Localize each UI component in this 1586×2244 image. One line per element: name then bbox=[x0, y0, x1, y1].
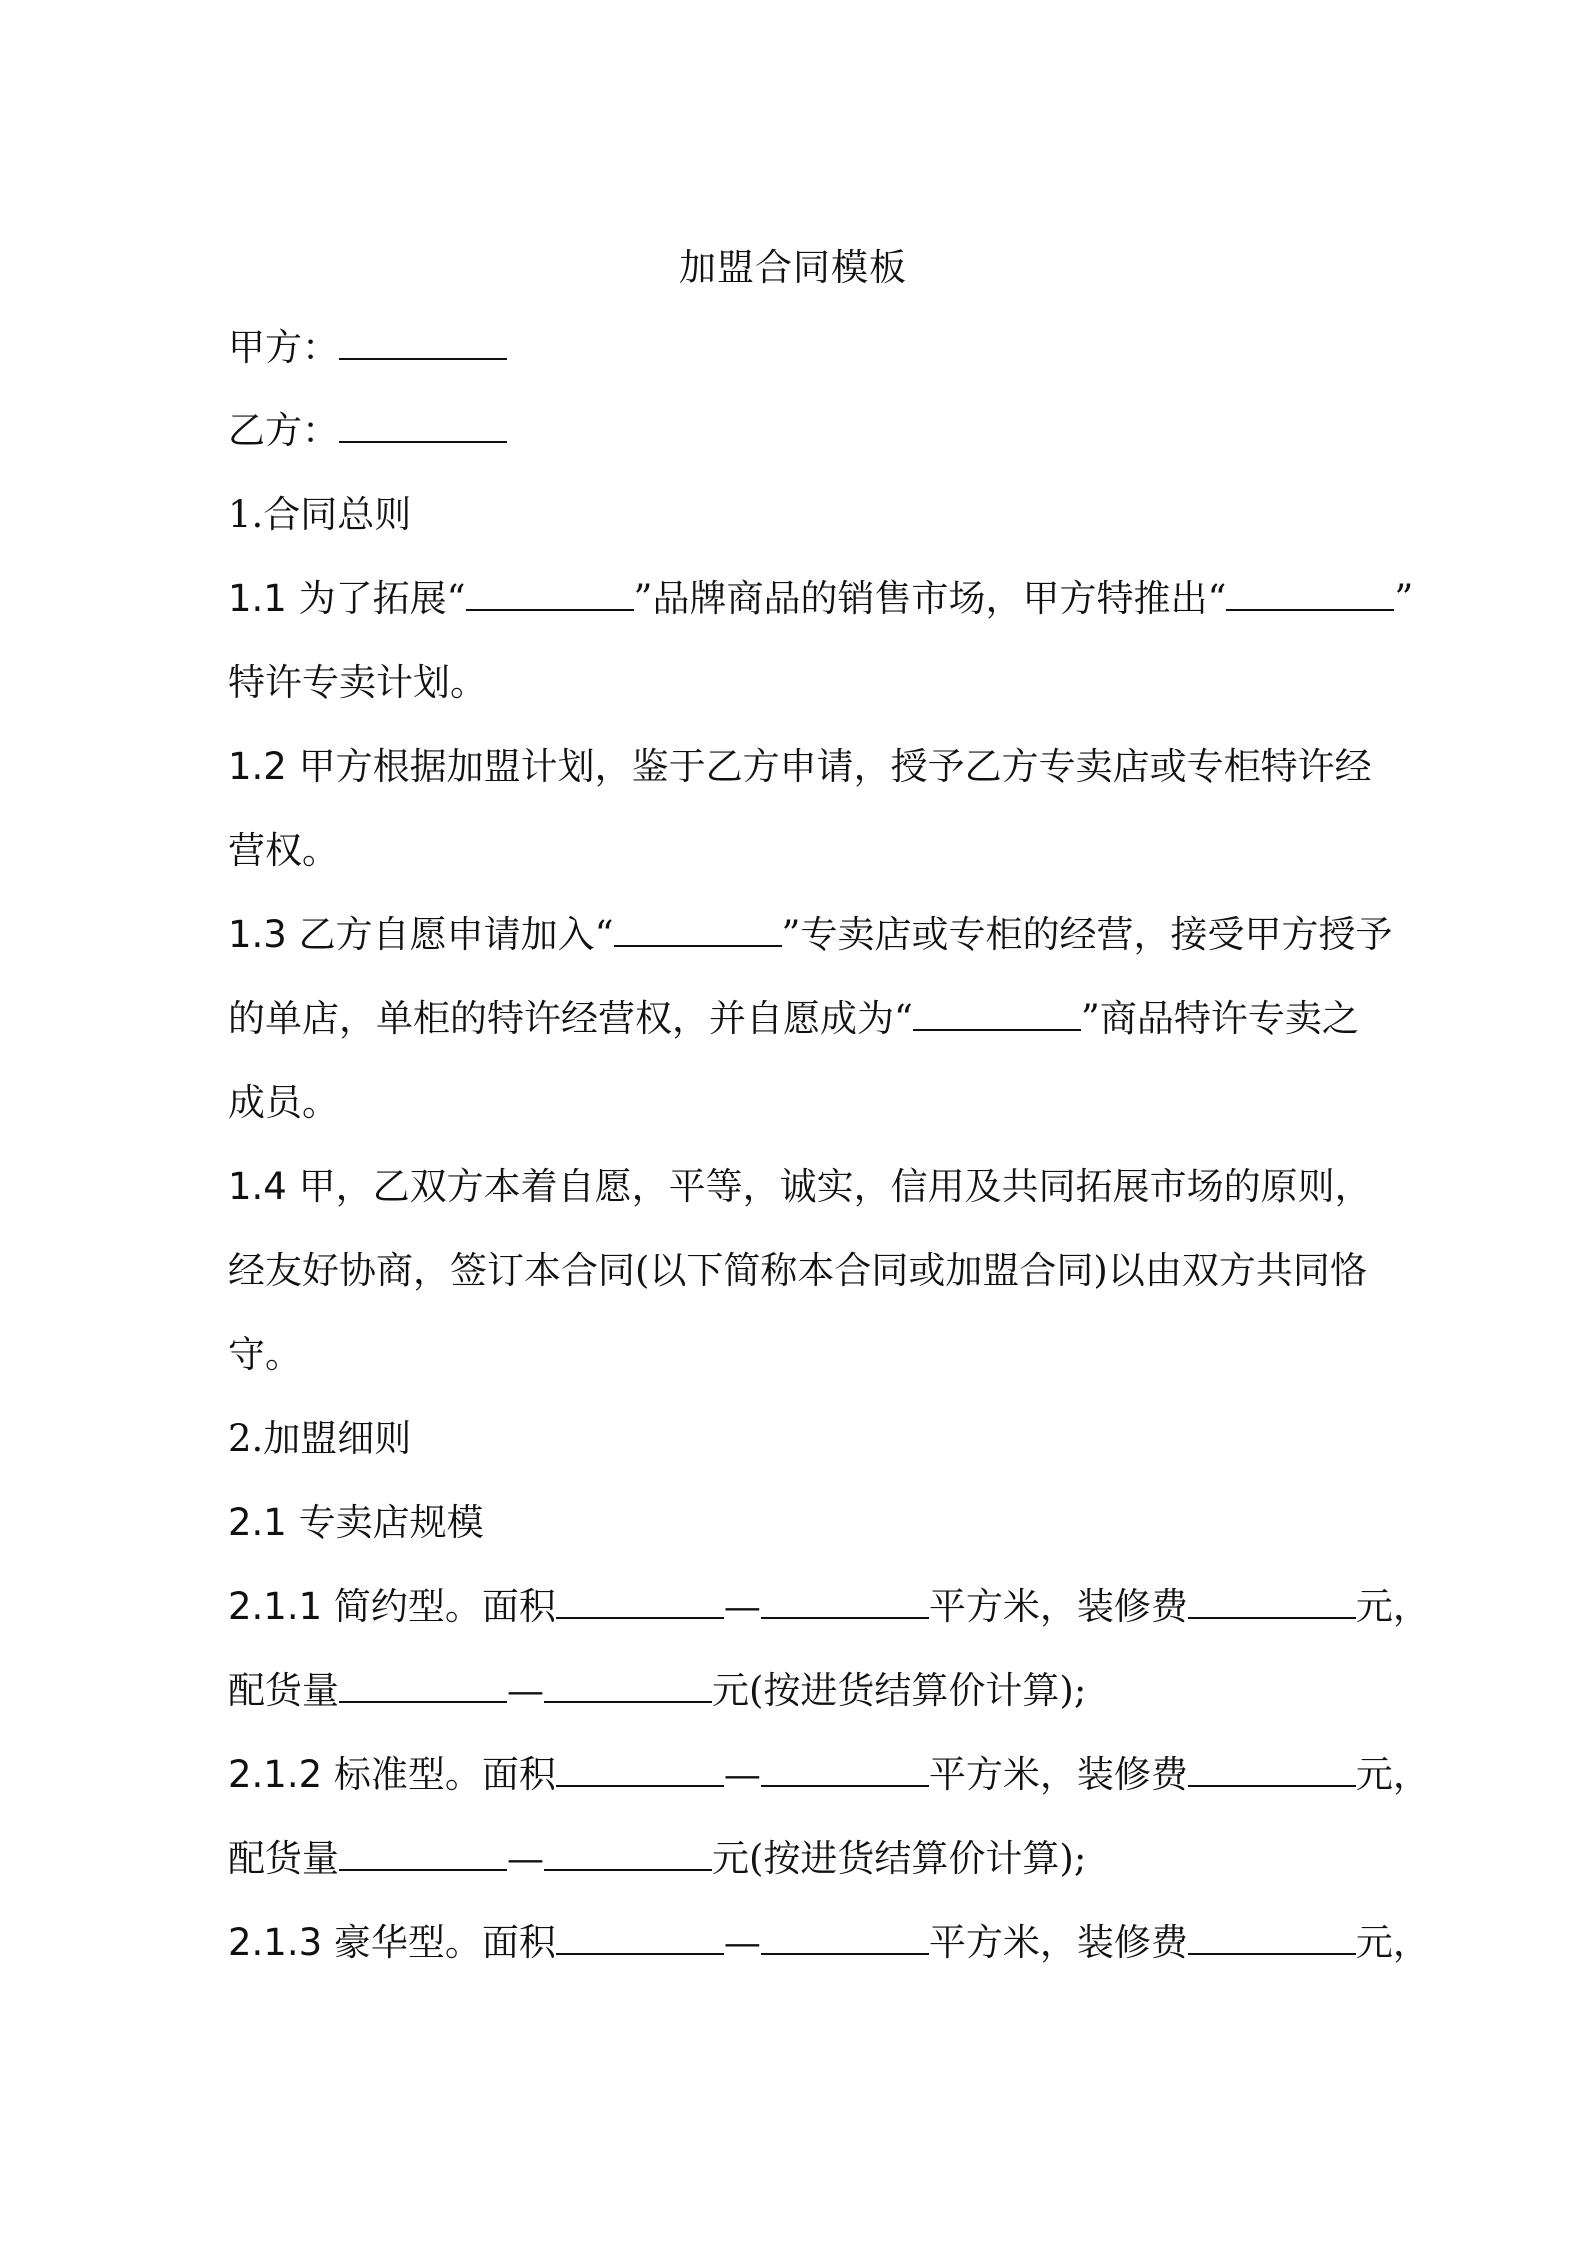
section-2-heading: 2.加盟细则 bbox=[228, 1417, 412, 1460]
brand-blank bbox=[466, 575, 634, 611]
area-max-blank bbox=[761, 1751, 929, 1787]
section-1-heading: 1.合同总则 bbox=[228, 493, 412, 536]
renovation-fee-blank bbox=[1188, 1919, 1356, 1955]
area-max-blank bbox=[761, 1583, 929, 1619]
stock-max-blank bbox=[544, 1835, 712, 1871]
clause-number: 1.2 bbox=[228, 745, 287, 788]
stock-max-blank bbox=[544, 1667, 712, 1703]
renovation-fee-blank bbox=[1188, 1583, 1356, 1619]
clause-1-3-line-1: 1.3 乙方自愿申请加入“ ”专卖店或专柜的经营，接受甲方授予 bbox=[228, 913, 1393, 956]
clause-1-4-line-2: 经友好协商，签订本合同(以下简称本合同或加盟合同)以由双方共同恪 bbox=[228, 1249, 1367, 1292]
area-max-blank bbox=[761, 1919, 929, 1955]
clause-1-1-line-1: 1.1 为了拓展“ ”品牌商品的销售市场，甲方特推出“ ” bbox=[228, 577, 1414, 620]
clause-1-1-line-2: 特许专卖计划。 bbox=[228, 661, 487, 704]
party-a-line bbox=[228, 322, 1368, 374]
clause-1-4-line-1: 1.4 甲，乙双方本着自愿，平等，诚实，信用及共同拓展市场的原则， bbox=[228, 1165, 1372, 1208]
stock-min-blank bbox=[339, 1667, 507, 1703]
clause-1-3-line-2: 的单店，单柜的特许经营权，并自愿成为“ ”商品特许专卖之 bbox=[228, 997, 1359, 1040]
clause-2-1-1-line-1: 2.1.1 简约型。面积 — 平方米，装修费 元， bbox=[228, 1585, 1430, 1628]
document-title: 加盟合同模板 bbox=[679, 246, 907, 289]
clause-number: 2.1 bbox=[228, 1501, 287, 1544]
clause-number: 1.4 bbox=[228, 1165, 287, 1208]
plan-name-blank bbox=[1226, 575, 1394, 611]
party-b-label: 乙方： bbox=[228, 409, 339, 452]
clause-1-2-line-2: 营权。 bbox=[228, 829, 339, 872]
clause-1-4-line-3: 守。 bbox=[228, 1333, 302, 1376]
clause-number: 1.1 bbox=[228, 577, 287, 620]
stock-min-blank bbox=[339, 1835, 507, 1871]
party-b-line bbox=[228, 405, 1368, 457]
clause-number: 2.1.2 bbox=[228, 1753, 323, 1796]
clause-number: 2.1.1 bbox=[228, 1585, 323, 1628]
clause-number: 1.3 bbox=[228, 913, 287, 956]
clause-2-1-1-line-2: 配货量 — 元(按进货结算价计算); bbox=[228, 1669, 1087, 1712]
clause-2-1-3-line-1: 2.1.3 豪华型。面积 — 平方米，装修费 元， bbox=[228, 1921, 1430, 1964]
area-min-blank bbox=[556, 1583, 724, 1619]
party-b-blank bbox=[339, 407, 507, 443]
party-a-label: 甲方： bbox=[228, 326, 339, 369]
clause-number: 2.1.3 bbox=[228, 1921, 323, 1964]
renovation-fee-blank bbox=[1188, 1751, 1356, 1787]
store-name-blank bbox=[614, 911, 782, 947]
clause-1-2-line-1: 1.2 甲方根据加盟计划，鉴于乙方申请，授予乙方专卖店或专柜特许经 bbox=[228, 745, 1372, 788]
party-a-blank bbox=[339, 324, 507, 360]
clause-2-1-2-line-1: 2.1.2 标准型。面积 — 平方米，装修费 元， bbox=[228, 1753, 1430, 1796]
clause-2-1: 2.1 专卖店规模 bbox=[228, 1501, 484, 1544]
area-min-blank bbox=[556, 1751, 724, 1787]
clause-1-3-line-3: 成员。 bbox=[228, 1081, 339, 1124]
clause-2-1-2-line-2: 配货量 — 元(按进货结算价计算); bbox=[228, 1837, 1087, 1880]
area-min-blank bbox=[556, 1919, 724, 1955]
product-name-blank bbox=[913, 995, 1081, 1031]
